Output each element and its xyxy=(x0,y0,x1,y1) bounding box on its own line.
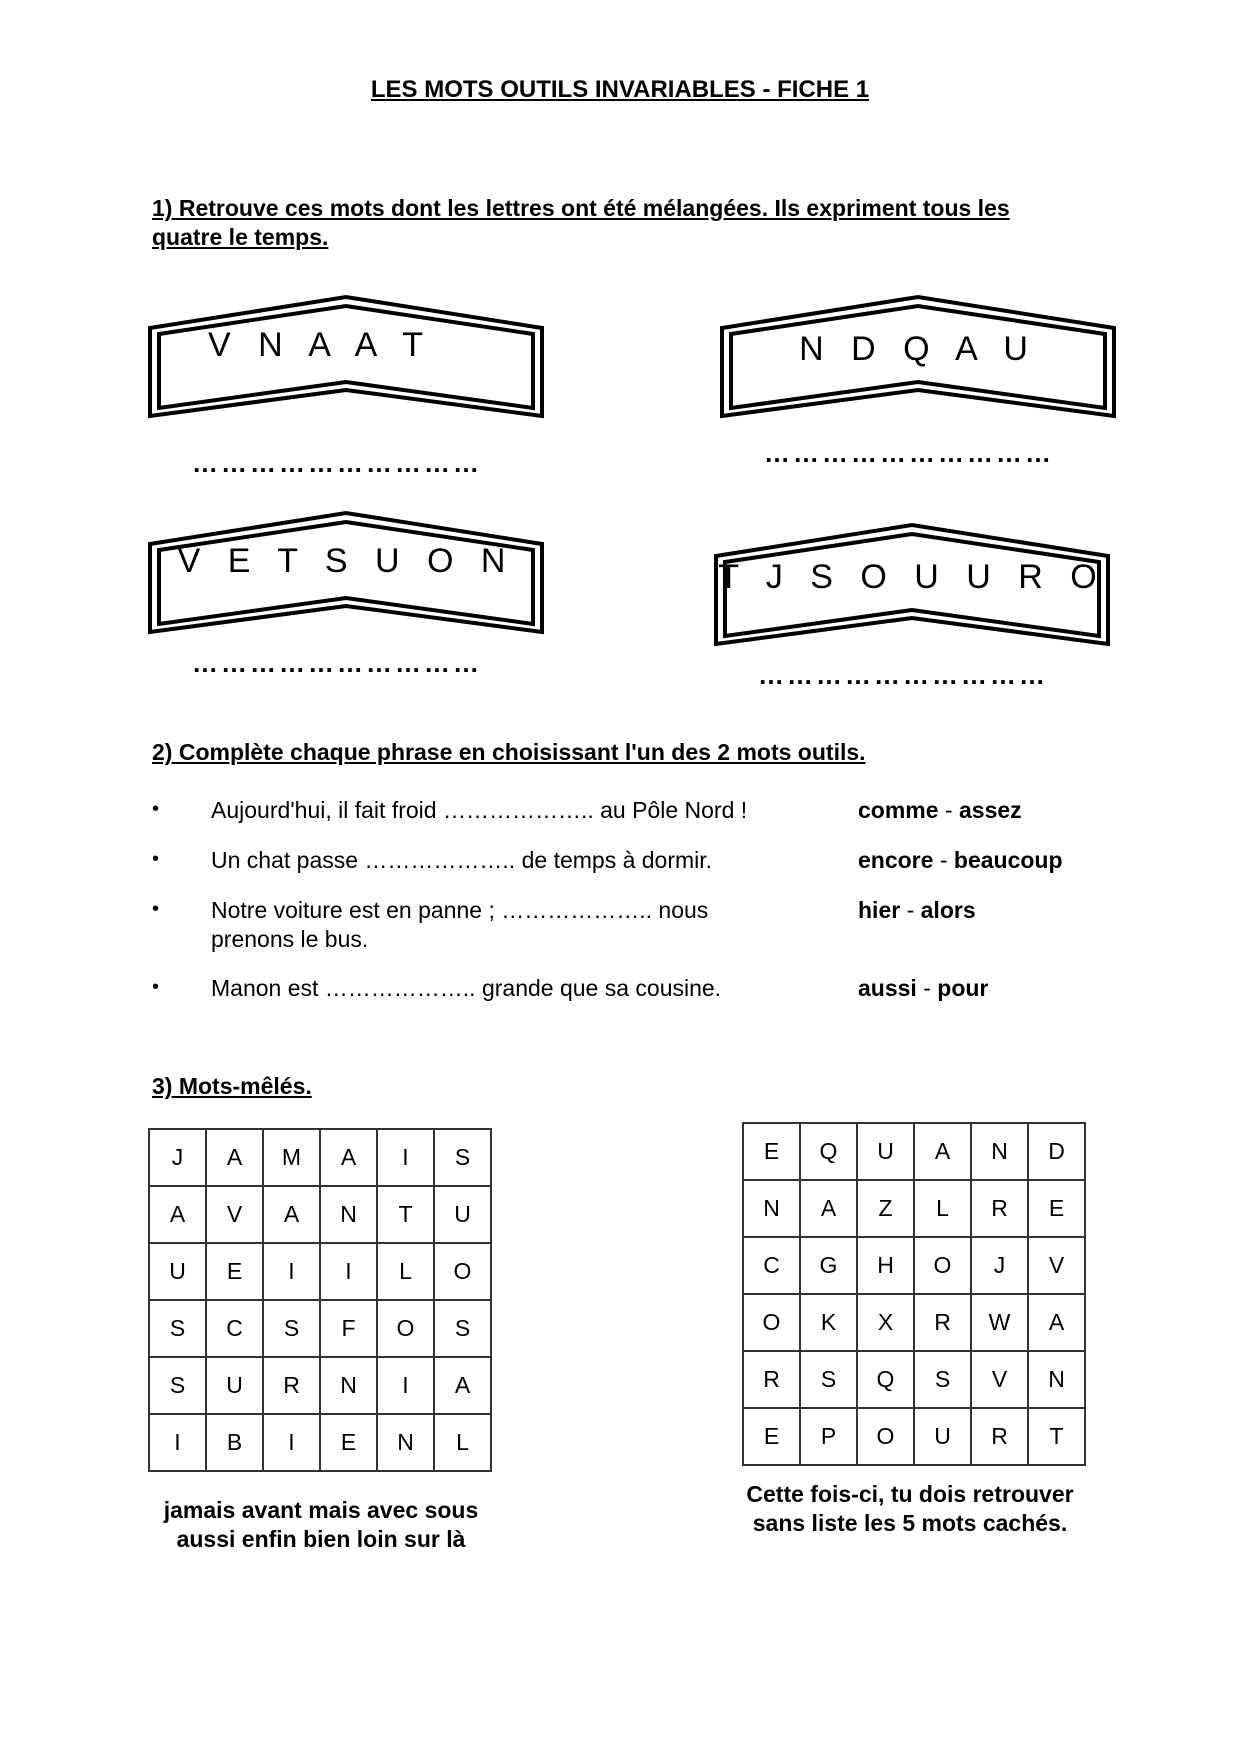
grid-cell[interactable]: O xyxy=(377,1300,434,1357)
scrambled-word: V N A A T xyxy=(207,326,433,364)
grid-cell[interactable]: R xyxy=(971,1408,1028,1465)
grid-cell[interactable]: T xyxy=(1028,1408,1085,1465)
grid-row xyxy=(149,1414,491,1471)
grid-cell[interactable]: F xyxy=(320,1300,377,1357)
grid-cell[interactable]: U xyxy=(914,1408,971,1465)
grid-cell[interactable]: X xyxy=(857,1294,914,1351)
grid-cell[interactable]: I xyxy=(263,1414,320,1471)
grid-cell[interactable]: A xyxy=(263,1186,320,1243)
grid-cell[interactable]: R xyxy=(743,1351,800,1408)
grid-cell[interactable]: S xyxy=(800,1351,857,1408)
word-list: jamais avant mais avec sous aussi enfin bien loin sur là xyxy=(163,1497,479,1552)
grid-cell[interactable]: U xyxy=(206,1357,263,1414)
word-search-grid-1 xyxy=(148,1128,492,1472)
grid-cell[interactable]: V xyxy=(1028,1237,1085,1294)
grid-cell[interactable]: L xyxy=(434,1414,491,1471)
grid2-instructions: Cette fois-ci, tu dois retrouver sans liste les 5 mots cachés. xyxy=(746,1481,1074,1536)
exercise-sentence: Un chat passe ……………….. de temps à dormir. xyxy=(211,847,713,873)
grid-cell[interactable]: A xyxy=(320,1129,377,1186)
grid-cell[interactable]: B xyxy=(206,1414,263,1471)
grid-cell[interactable]: S xyxy=(914,1351,971,1408)
grid-cell[interactable]: V xyxy=(206,1186,263,1243)
grid-row xyxy=(743,1408,1085,1465)
exercise-sentence: Notre voiture est en panne ; ……………….. nous prenons le bus. xyxy=(211,897,709,952)
grid-cell[interactable]: Q xyxy=(857,1351,914,1408)
grid-row xyxy=(149,1300,491,1357)
grid-cell[interactable]: U xyxy=(434,1186,491,1243)
scrambled-word: N D Q A U xyxy=(799,330,1037,368)
grid-cell[interactable]: E xyxy=(1028,1180,1085,1237)
grid-row xyxy=(743,1351,1085,1408)
answer-line: ………………………… xyxy=(764,438,1054,468)
grid-cell[interactable]: Z xyxy=(857,1180,914,1237)
word-choices: aussi - pour xyxy=(858,975,989,1001)
grid-cell[interactable]: S xyxy=(263,1300,320,1357)
grid-cell[interactable]: J xyxy=(971,1237,1028,1294)
grid-cell[interactable]: W xyxy=(971,1294,1028,1351)
grid-cell[interactable]: A xyxy=(1028,1294,1085,1351)
grid-row xyxy=(149,1243,491,1300)
grid-cell[interactable]: A xyxy=(206,1129,263,1186)
word-search-grid-2 xyxy=(742,1122,1086,1466)
exercise-sentence: Aujourd'hui, il fait froid ……………….. au Pôle Nord ! xyxy=(211,797,748,823)
scrambled-word: T J S O U U R O xyxy=(718,558,1106,596)
grid-cell[interactable]: I xyxy=(377,1129,434,1186)
grid-cell[interactable]: J xyxy=(149,1129,206,1186)
grid-cell[interactable]: L xyxy=(914,1180,971,1237)
grid-cell[interactable]: A xyxy=(434,1357,491,1414)
grid-cell[interactable]: I xyxy=(149,1414,206,1471)
grid-cell[interactable]: S xyxy=(434,1129,491,1186)
bullet: • xyxy=(152,976,160,998)
grid-cell[interactable]: E xyxy=(320,1414,377,1471)
grid-cell[interactable]: N xyxy=(743,1180,800,1237)
grid-cell[interactable]: A xyxy=(149,1186,206,1243)
grid-row xyxy=(149,1186,491,1243)
answer-line: ………………………… xyxy=(192,648,482,678)
grid-cell[interactable]: S xyxy=(434,1300,491,1357)
bullet: • xyxy=(152,848,160,870)
scrambled-word: V E T S U O N xyxy=(177,542,515,580)
word-choices: encore - beaucoup xyxy=(858,847,1063,873)
grid-row xyxy=(743,1123,1085,1180)
grid-cell[interactable]: N xyxy=(1028,1351,1085,1408)
grid-cell[interactable]: K xyxy=(800,1294,857,1351)
grid-cell[interactable]: E xyxy=(743,1123,800,1180)
grid-cell[interactable]: L xyxy=(377,1243,434,1300)
grid-row xyxy=(149,1357,491,1414)
grid-cell[interactable]: C xyxy=(206,1300,263,1357)
grid-cell[interactable]: N xyxy=(377,1414,434,1471)
banner-3 xyxy=(146,508,546,638)
grid-row xyxy=(149,1129,491,1186)
grid-row xyxy=(743,1237,1085,1294)
grid-cell[interactable]: H xyxy=(857,1237,914,1294)
page-title: LES MOTS OUTILS INVARIABLES - FICHE 1 xyxy=(370,76,870,103)
grid-cell[interactable]: O xyxy=(857,1408,914,1465)
grid-cell[interactable]: C xyxy=(743,1237,800,1294)
grid-cell[interactable]: E xyxy=(206,1243,263,1300)
bullet: • xyxy=(152,798,160,820)
exercise-sentence: Manon est ……………….. grande que sa cousine. xyxy=(211,975,722,1001)
grid-row xyxy=(743,1294,1085,1351)
grid-cell[interactable]: E xyxy=(743,1408,800,1465)
grid-cell[interactable]: U xyxy=(149,1243,206,1300)
bullet: • xyxy=(152,898,160,920)
grid-cell[interactable]: V xyxy=(971,1351,1028,1408)
grid-cell[interactable]: R xyxy=(914,1294,971,1351)
grid-cell[interactable]: P xyxy=(800,1408,857,1465)
section1-heading: 1) Retrouve ces mots dont les lettres ont été mélangées. Ils expriment tous les quatre le temps. xyxy=(152,195,1010,250)
grid-cell[interactable]: R xyxy=(263,1357,320,1414)
grid-cell[interactable]: T xyxy=(377,1186,434,1243)
banner-4 xyxy=(712,520,1112,650)
grid-row xyxy=(743,1180,1085,1237)
grid-cell[interactable]: D xyxy=(1028,1123,1085,1180)
grid-cell[interactable]: I xyxy=(320,1243,377,1300)
banner-1 xyxy=(146,292,546,422)
grid-cell[interactable]: O xyxy=(434,1243,491,1300)
grid-cell[interactable]: I xyxy=(377,1357,434,1414)
grid-cell[interactable]: N xyxy=(971,1123,1028,1180)
grid-cell[interactable]: G xyxy=(800,1237,857,1294)
grid-cell[interactable]: N xyxy=(320,1357,377,1414)
grid-cell[interactable]: M xyxy=(263,1129,320,1186)
word-choices: comme - assez xyxy=(858,797,1022,823)
grid-cell[interactable]: A xyxy=(914,1123,971,1180)
section2-heading: 2) Complète chaque phrase en choisissant l'un des 2 mots outils. xyxy=(152,739,866,765)
section3-heading: 3) Mots-mêlés. xyxy=(152,1073,312,1099)
grid-cell[interactable]: N xyxy=(320,1186,377,1243)
grid-cell[interactable]: S xyxy=(149,1300,206,1357)
answer-line: ………………………… xyxy=(758,660,1048,690)
grid-cell[interactable]: O xyxy=(743,1294,800,1351)
banner-2 xyxy=(718,292,1118,422)
grid-cell[interactable]: I xyxy=(263,1243,320,1300)
grid-cell[interactable]: R xyxy=(971,1180,1028,1237)
word-choices: hier - alors xyxy=(858,897,976,923)
answer-line: ………………………… xyxy=(192,448,482,478)
grid-cell[interactable]: Q xyxy=(800,1123,857,1180)
grid-cell[interactable]: S xyxy=(149,1357,206,1414)
grid-cell[interactable]: U xyxy=(857,1123,914,1180)
grid-cell[interactable]: O xyxy=(914,1237,971,1294)
grid-cell[interactable]: A xyxy=(800,1180,857,1237)
